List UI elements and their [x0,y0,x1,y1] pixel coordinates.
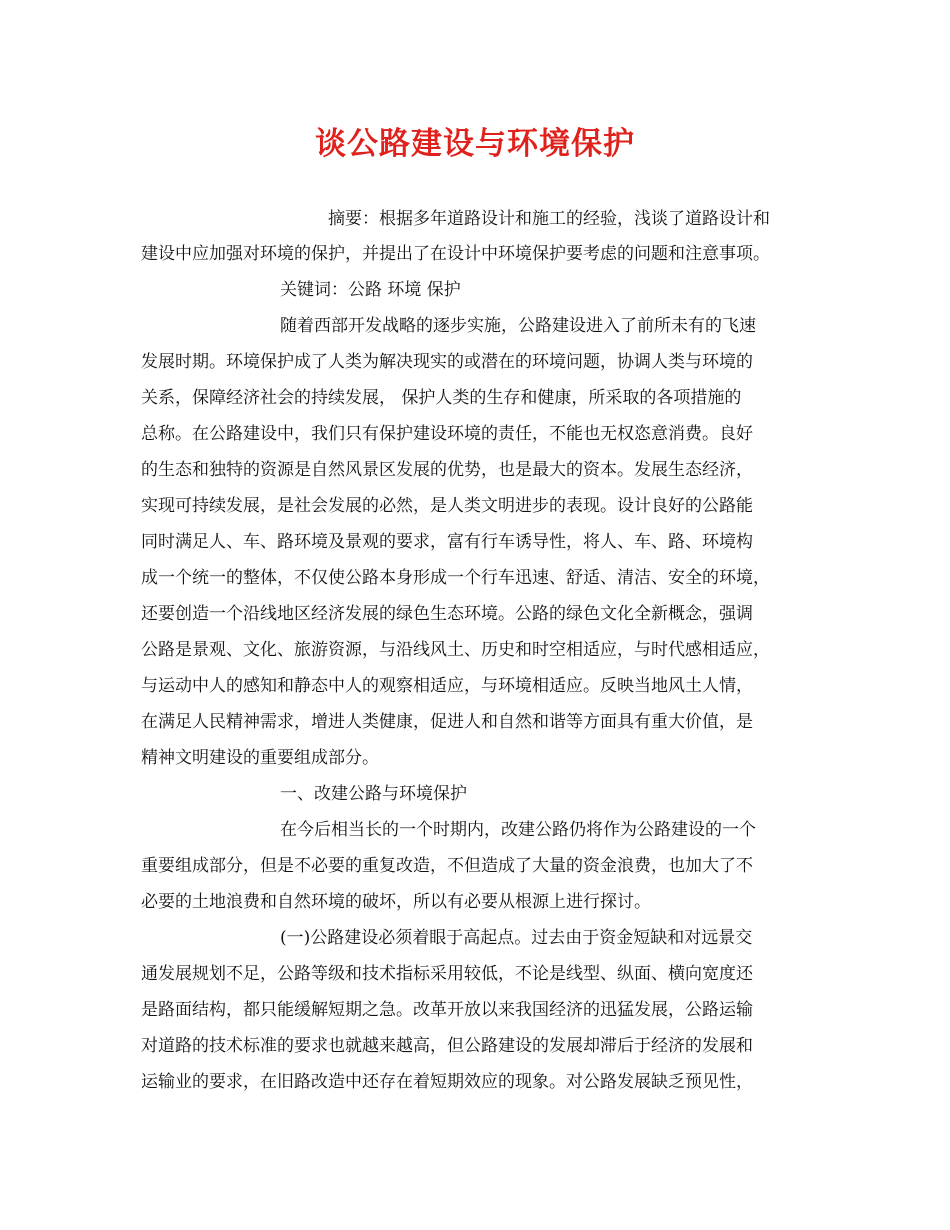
body-line: 重要组成部分，但是不必要的重复改造，不但造成了大量的资金浪费，也加大了不 [141,856,753,876]
body-line: 运输业的要求，在旧路改造中还存在着短期效应的现象。对公路发展缺乏预见性， [141,1072,753,1092]
body-line: 必要的土地浪费和自然环境的破坏，所以有必要从根源上进行探讨。 [141,892,651,912]
body-line: 关系，保障经济社会的持续发展， 保护人类的生存和健康，所采取的各项措施的 [141,388,742,408]
body-line: 随着西部开发战略的逐步实施，公路建设进入了前所未有的飞速 [280,316,756,336]
body-line: 总称。在公路建设中，我们只有保护建设环境的责任，不能也无权恣意消费。良好 [141,424,753,444]
body-line: (一)公路建设必须着眼于高起点。过去由于资金短缺和对远景交 [280,928,753,948]
section-heading: 一、改建公路与环境保护 [280,784,467,804]
body-line: 实现可持续发展，是社会发展的必然，是人类文明进步的表现。设计良好的公路能 [141,496,753,516]
body-line: 精神文明建设的重要组成部分。 [141,748,379,768]
body-line: 是路面结构，都只能缓解短期之急。改革开放以来我国经济的迅猛发展，公路运输 [141,1000,753,1020]
body-line: 发展时期。环境保护成了人类为解决现实的或潜在的环境问题，协调人类与环境的 [141,352,753,372]
keywords-line: 关键词：公路 环境 保护 [280,280,461,300]
body-line: 成一个统一的整体，不仅使公路本身形成一个行车迅速、舒适、清洁、安全的环境， [141,568,770,588]
body-line: 与运动中人的感知和静态中人的观察相适应，与环境相适应。反映当地风土人情， [141,676,753,696]
body-line: 对道路的技术标准的要求也就越来越高，但公路建设的发展却滞后于经济的发展和 [141,1036,753,1056]
abstract-line-1: 摘要：根据多年道路设计和施工的经验，浅谈了道路设计和 [328,209,770,229]
body-line: 公路是景观、文化、旅游资源，与沿线风土、历史和时空相适应，与时代感相适应， [141,640,770,660]
body-line: 在满足人民精神需求，增进人类健康，促进人和自然和谐等方面具有重大价值，是 [141,712,753,732]
body-line: 还要创造一个沿线地区经济发展的绿色生态环境。公路的绿色文化全新概念，强调 [141,604,753,624]
document-title: 谈公路建设与环境保护 [315,126,635,162]
body-line: 同时满足人、车、路环境及景观的要求，富有行车诱导性，将人、车、路、环境构 [141,532,753,552]
body-line: 的生态和独特的资源是自然风景区发展的优势，也是最大的资本。发展生态经济， [141,460,753,480]
abstract-line-2: 建设中应加强对环境的保护，并提出了在设计中环境保护要考虑的问题和注意事项。 [141,244,770,264]
body-line: 在今后相当长的一个时期内，改建公路仍将作为公路建设的一个 [280,820,756,840]
body-line: 通发展规划不足，公路等级和技术指标采用较低，不论是线型、纵面、横向宽度还 [141,964,753,984]
